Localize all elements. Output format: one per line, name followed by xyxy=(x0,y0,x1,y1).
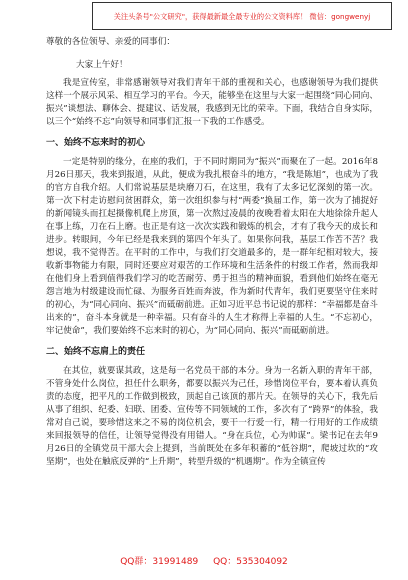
qq-group: QQ群：31991489 xyxy=(120,557,199,567)
section-title: 二、始终不忘肩上的责任 xyxy=(46,347,146,357)
intro-paragraph: 我是宣传室，非常感谢领导对我们青年干部的重视和关心，也感谢领导为我们提供这样一个展示风采、相互学习的平台。今天，能够坐在这里与大家一起围绕“同心同向、振兴”谈想法、聊体会、提建议、话发展，我感到无比的荣幸。下面，我结合自身实际，以三个“始终不忘”向领导和同事们汇报一下我的工作感受。 xyxy=(46,78,378,127)
salutation: 尊敬的各位领导、亲爱的同事们： xyxy=(46,37,175,47)
header-banner xyxy=(92,2,392,30)
section-paragraph: 在其位，就要谋其政，这是每一名党员干部的本分。身为一名新入职的青年干部，不管身处什么岗位，担任什么职务，都要以振兴为己任，珍惜岗位平台，要本着认真负责的态度，把平凡的工作做到极致，顶起自己该顶的那片天。在领导的关心下，我先后从事了组织、纪委、妇联、团委、宣传等不同领域的工作，多次有了“跨界”的体验，我常对自己说，要珍惜这来之不易的岗位机会，要干一行爱一行，精一行用好的工作成绩来回报领导的信任，让领导觉得没有用错人。“身在兵位，心为帅谋”。梁书记在去年9月26日的全镇党员干部大会上提到，当前既处在多年积蓄的“低谷期”，爬坡过坎的“攻坚期”，也处在触底反弹的“上升期”，转型升级的“机遇期”。作为全镇宣传 xyxy=(46,366,378,467)
section-title: 一、始终不忘来时的初心 xyxy=(46,138,146,148)
section-paragraph: 一定是特别的缘分，在座的我们，于不同时期同为“振兴”而聚在了一起。2016年8月26日那天，我来到报道，从此，便成为我扎根奋斗的地方，“我是陈旭”，也成为了我的官方自我介绍。人们常说基层是块磨刀石，在这里，我有了太多记忆深刻的第一次。第一次下村走访慰问贫困群众，第一次组织参与村“两委”换届工作，第一次为了捕捉好的新闻镜头而扛起摄像机爬上房顶，第一次熬过凌晨的夜晚看着太阳在大地徐徐升起人在事上练，刀在石上磨。也正是有这一次次实践和锻炼的机会，才有了我今天的成长和进步。转眼间，今年已经是我来到的第四个年头了。如果你问我，基层工作苦不苦？我想说，我不觉得苦。在平时的工作中，与我们打交道最多的，是一群年纪相对较大，接收新事物能力有限，同时还要应对艰苦的工作环境和生活条件的村级工作者，然而我却在他们身上看到值得我们学习的吃苦耐劳、勇于担当的精神面貌，看到他们始终在毫无怨言地为村级建设而忙碌、为服务百姓而奔波，作为新时代青年，我们更要坚守住来时的初心，为“同心同向、振兴”而砥砺前进。正如习近平总书记说的那样：“幸福都是奋斗出来的”，奋斗本身就是一种幸福。只有奋斗的人生才称得上幸福的人生。“不忘初心，牢记使命”，我们要始终不忘来时的初心，为“同心同向、振兴”而砥砺前进。 xyxy=(46,157,378,336)
document-body xyxy=(46,36,378,469)
footer xyxy=(0,554,408,567)
greeting: 大家上午好！ xyxy=(76,60,128,70)
banner-text: 关注头条号"公文研究"，获得最新最全最专业的公文资料库！ 微信：gongwenyj xyxy=(113,11,371,21)
qq-contact: QQ：535304092 xyxy=(213,557,288,567)
